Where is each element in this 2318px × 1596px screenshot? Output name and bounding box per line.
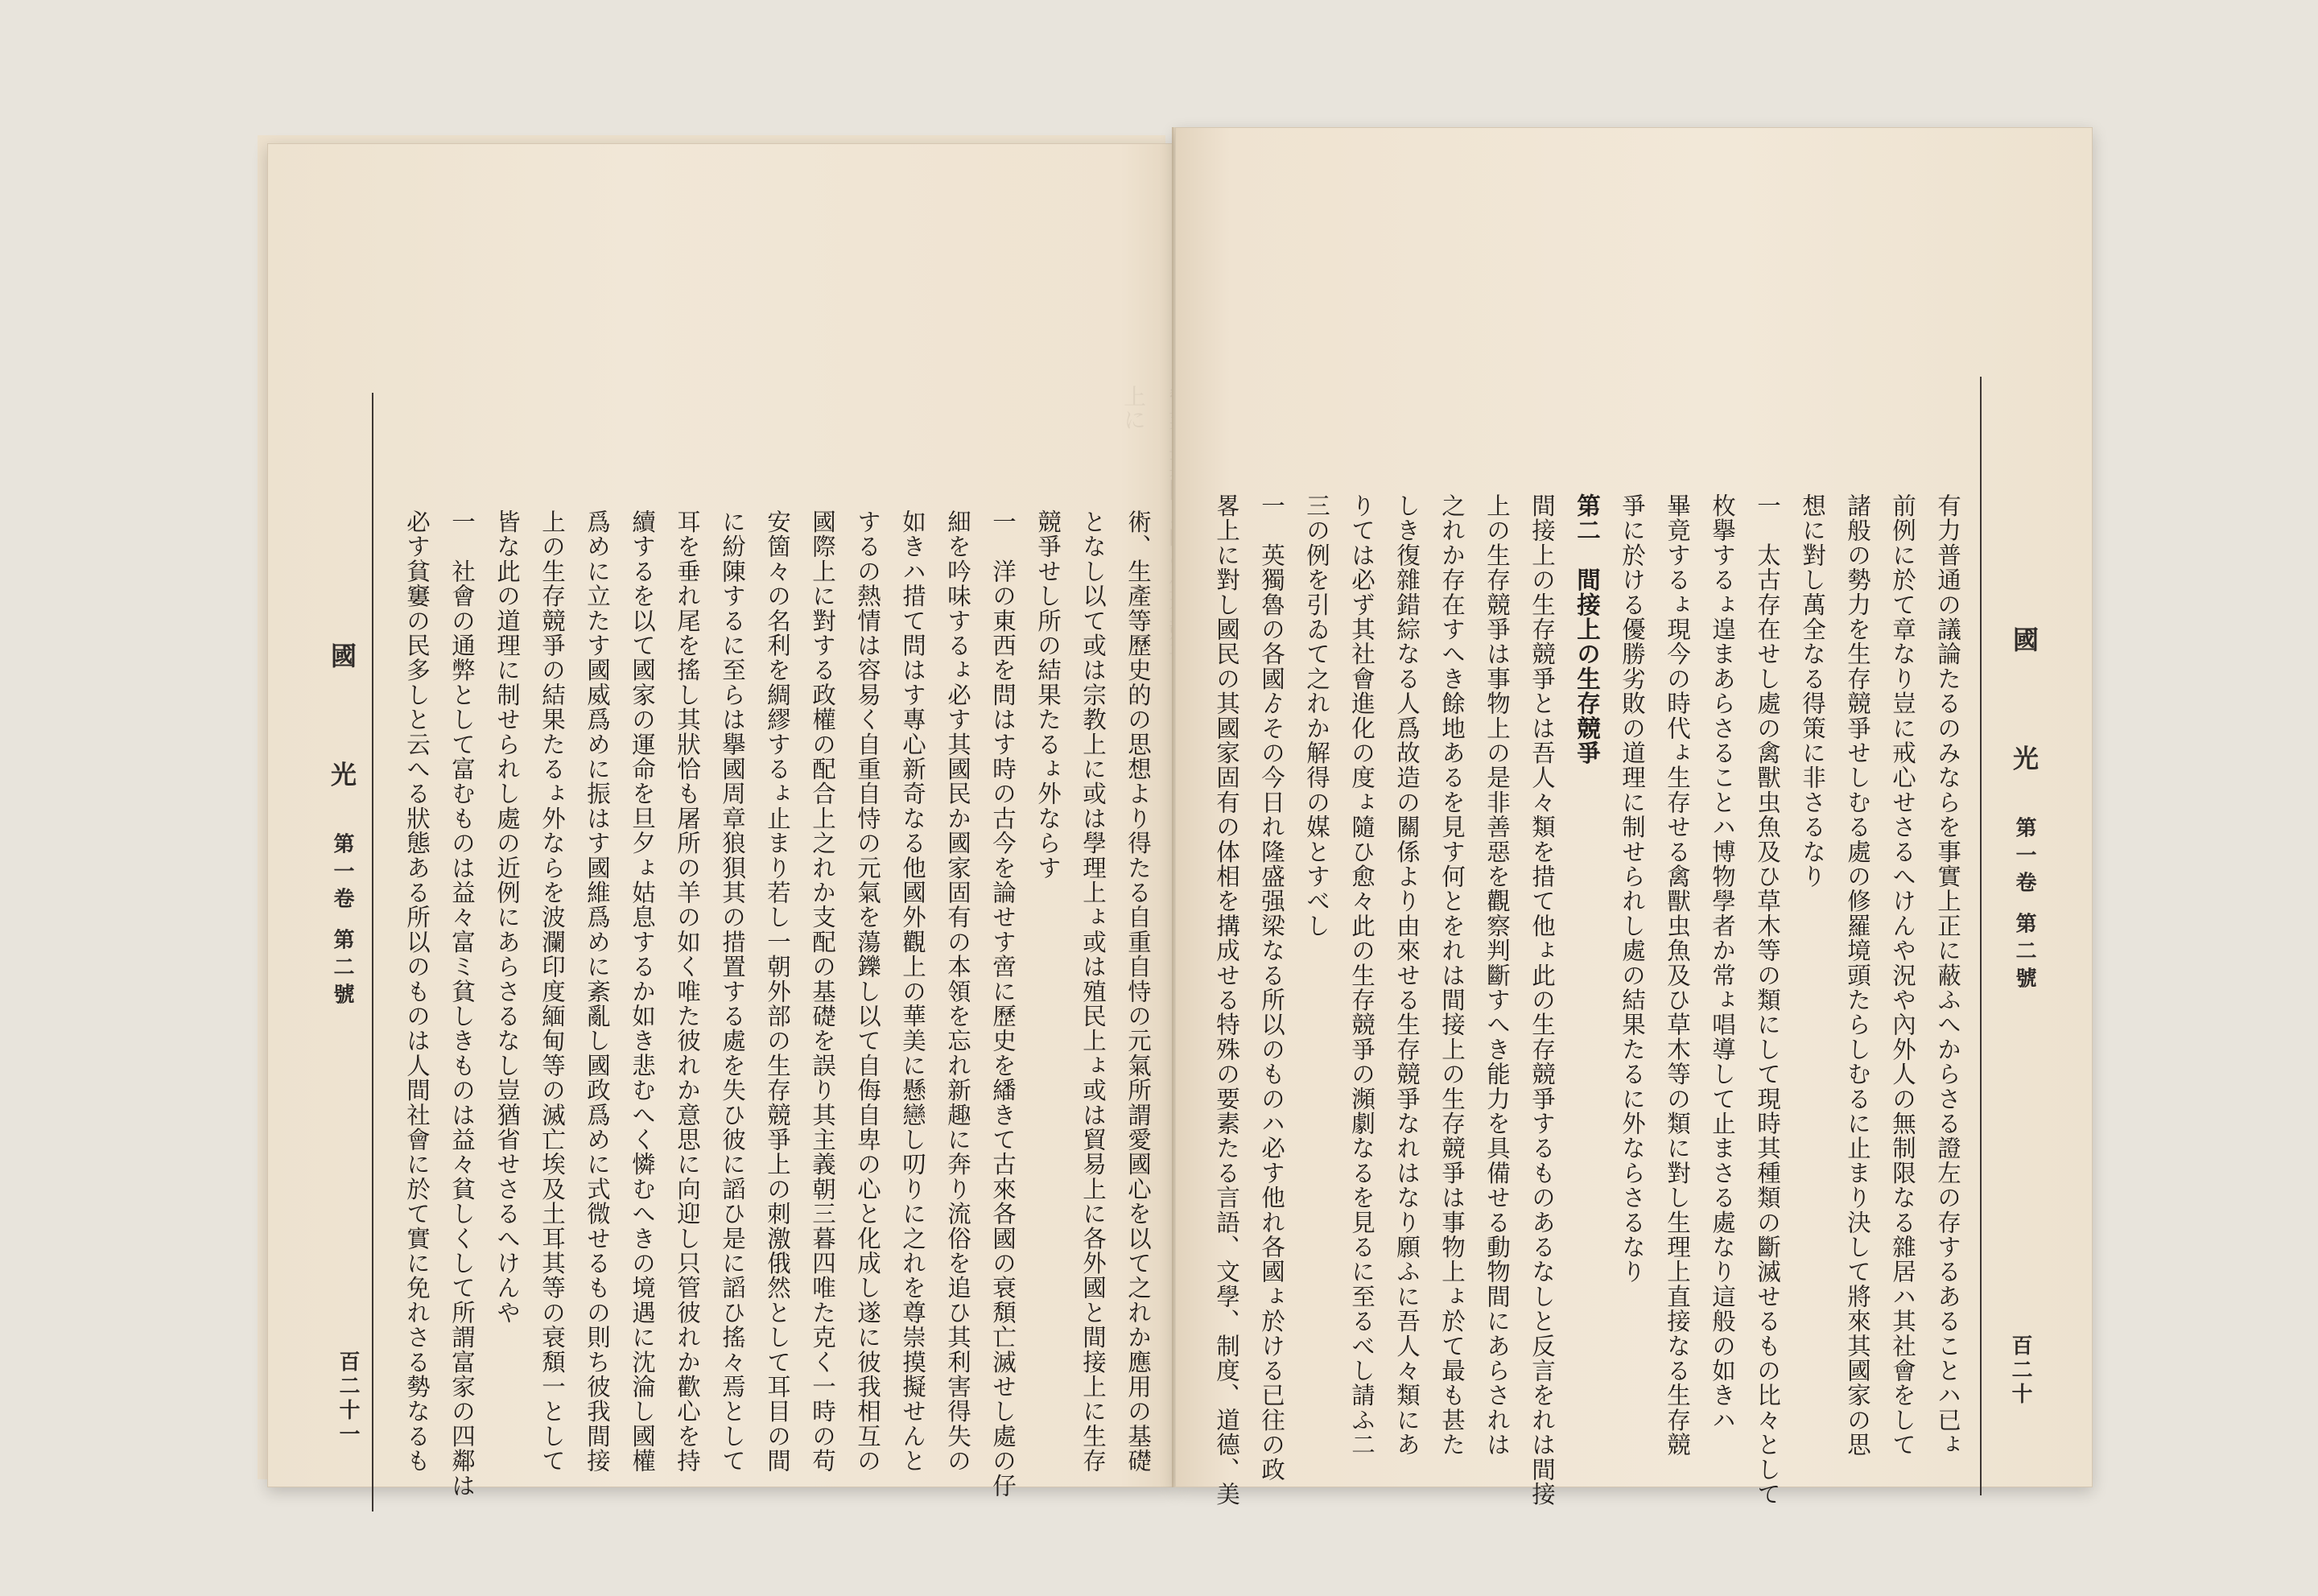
left-page-journal-title: 國 光 xyxy=(327,642,357,829)
text-line: となし以て或は宗教上に或は學理上ょ或は殖民上ょ或は貿易上に各外國と間接上に生存 xyxy=(1079,509,1107,1474)
text-line: 前例に於て章なり豈に戒心せさるへけんや況や內外人の無制限なる雜居ハ其社會をして xyxy=(1889,493,1916,1458)
text-line: 耳を垂れ尾を搖し其狀恰も屠所の羊の如く唯た彼れか意思に向迎し只管彼れか歡心を持 xyxy=(674,509,701,1474)
left-page-header xyxy=(324,642,361,1011)
text-line: 術、生產等歷史的の思想より得たる自重自恃の元氣所謂愛國心を以て之れか應用の基礎 xyxy=(1124,509,1152,1474)
text-line: 枚擧するょ遑まあらさることハ博物學者か常ょ唱導して止まさる處なり這般の如きハ xyxy=(1709,493,1736,1433)
right-page-number: 百二十 xyxy=(2008,1334,2032,1407)
text-line: 皆な此の道理に制せられし處の近例にあらさるなし豈猶省せさるへけんや xyxy=(493,509,521,1326)
left-page-number: 百二十一 xyxy=(336,1351,360,1447)
right-page-running-rule xyxy=(1980,377,1982,1495)
text-line: 爭に於ける優勝劣敗の道理に制せられし處の結果たるに外ならさるなり xyxy=(1619,493,1646,1285)
text-line: 一 英獨魯の各國ゟその今日れ隆盛强梁なる所以のものハ必す他れ各國ょ於ける已往の政 xyxy=(1258,493,1285,1482)
text-line: 上の生存競爭は事物上の是非善惡を觀察判斷すへき能力を具備せる動物間にあらされは xyxy=(1483,493,1511,1458)
text-line: 一 太古存在せし處の禽獸虫魚及ひ草木等の類にして現時其種類の斷滅せるもの比々として xyxy=(1754,493,1781,1507)
text-line: 國際上に對する政權の配合上之れか支配の基礎を誤り其主義朝三暮四唯た克く一時の苟 xyxy=(809,509,836,1474)
text-line: に紛陳するに至らは擧國周章狼狽其の措置する處を失ひ彼に謟ひ是に謟ひ搖々焉として xyxy=(719,509,746,1474)
bleed-through-text: 上に xyxy=(1120,385,1147,431)
open-book xyxy=(258,127,2085,1507)
text-line: 爲めに立たす國威爲めに振はす國維爲めに紊亂し國政爲めに式微せるもの則ち彼我間接 xyxy=(584,509,611,1474)
right-page xyxy=(1175,127,2093,1507)
text-line: 之れか存在すへき餘地あるを見す何とをれは間接上の生存競爭は事物上ょ於て最も甚た xyxy=(1438,493,1466,1458)
text-line: 上の生存競爭の結果たるょ外ならを波瀾印度緬甸等の滅亡埃及土耳其等の衰頽一として xyxy=(538,509,566,1474)
text-line: 畧上に對し國民の其國家固有の体相を搆成せる特殊の要素たる言語、文學、制度、道德、美 xyxy=(1213,493,1240,1507)
text-line: 三の例を引ゐて之れか解得の媒とすべし xyxy=(1303,493,1330,938)
text-line: 一 洋の東西を問はす時の古今を論せす啻に歷史を繙きて古來各國の衰頽亡滅せし處の仔 xyxy=(989,509,1017,1498)
text-line: 安箇々の名利を綢繆するょ止まり若し一朝外部の生存競爭上の刺激俄然として耳目の間 xyxy=(764,509,791,1474)
text-line: 有力普通の議論たるのみならを事實上正に蔽ふへからさる證左の存するあることハ已ょ xyxy=(1934,493,1961,1458)
section-heading: 第二 間接上の生存競爭 xyxy=(1574,493,1602,765)
right-page-body xyxy=(1204,493,1970,1507)
text-line: 如きハ措て問はす專心新奇なる他國外觀上の華美に懸戀し叨りに之れを尊崇摸擬せんと xyxy=(899,509,926,1474)
text-line: 一 社會の通弊として富むものは益々富ミ貧しきものは益々貧しくして所謂富家の四鄰は xyxy=(448,509,476,1498)
text-line: しき復雜錯綜なる人爲故造の關係より由來せる生存競爭なれはなり願ふに吾人々類にあ xyxy=(1393,493,1421,1458)
left-page xyxy=(267,143,1175,1498)
right-page-header xyxy=(2006,626,2043,995)
text-line: するの熱情は容易く自重自恃の元氣を蕩鑠し以て自侮自卑の心と化成し遂に彼我相互の xyxy=(854,509,881,1474)
left-page-issue: 第一卷 第二號 xyxy=(330,832,354,1011)
right-page-journal-title: 國 光 xyxy=(2009,626,2040,813)
text-line: 想に對し萬全なる得策に非さるなり xyxy=(1799,493,1826,889)
text-line: りては必ず其社會進化の度ょ隨ひ愈々此の生存競爭の瀕劇なるを見るに至るべし請ふ二 xyxy=(1348,493,1376,1458)
text-line: 畢竟するょ現今の時代ょ生存せる禽獸虫魚及ひ草木等の類に對し生理上直接なる生存競 xyxy=(1664,493,1691,1458)
text-line: 間接上の生存競爭とは吾人々類を措て他ょ此の生存競爭するものあるなしと反言をれは間接 xyxy=(1528,493,1556,1507)
text-line: 續するを以て國家の運命を旦夕ょ姑息するか如き悲むへく憐むへきの境遇に沈淪し國權 xyxy=(629,509,656,1474)
right-page-issue: 第一卷 第二號 xyxy=(2012,816,2036,995)
text-line: 競爭せし所の結果たるょ外ならす xyxy=(1034,509,1062,880)
text-line: 必す貧窶の民多しと云へる狀態ある所以のものは人間社會に於て實に免れさる勢なるも xyxy=(403,509,431,1474)
left-page-body xyxy=(388,509,1161,1524)
text-line: 細を吟味するょ必す其國民か國家固有の本領を忘れ新趣に奔り流俗を追ひ其利害得失の xyxy=(944,509,971,1474)
text-line: 諸般の勢力を生存競爭せしむる處の修羅境頭たらしむるに止まり決して將來其國家の思 xyxy=(1844,493,1871,1458)
left-page-running-rule xyxy=(372,393,373,1511)
